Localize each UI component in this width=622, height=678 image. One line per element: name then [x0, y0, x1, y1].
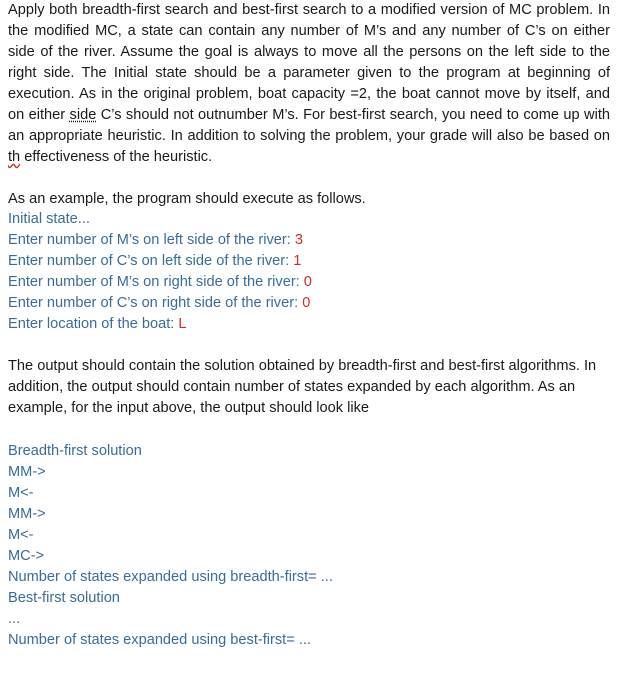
prompt-value: 0: [302, 295, 311, 311]
prompt-left-m: Enter number of M’s on left side of the river: 3: [8, 232, 303, 248]
output-line: ...: [8, 611, 21, 627]
prompt-left-c: Enter number of C’s on left side of the river: 1: [8, 253, 302, 269]
paragraph-text-3: effectiveness of the heuristic.: [20, 149, 213, 165]
assignment-paragraph: [8, 0, 610, 168]
output-line: Number of states expanded using breadth-first= ...: [8, 569, 333, 585]
prompt-value: 1: [293, 253, 302, 269]
output-line: Best-first solution: [8, 590, 120, 606]
initial-state-line: Initial state...: [8, 211, 90, 227]
output-line: M<-: [8, 485, 34, 501]
output-line: Number of states expanded using best-first= ...: [8, 632, 311, 648]
output-line: M<-: [8, 527, 34, 543]
output-description-paragraph: The output should contain the solution obtained by breadth-first and best-first algorithms. In addition, the output should contain number of states expanded by each algorithm. As an example, for the input above, the output should look like: [8, 358, 597, 416]
output-line: Breadth-first solution: [8, 443, 142, 459]
output-line: MC->: [8, 548, 45, 564]
paragraph-text-2: C’s should not outnumber M’s. For best-first search, you need to come up with an appropriate heuristic. In addition to solving the problem, your grade will also be based on: [8, 107, 610, 144]
underlined-word: side: [69, 107, 97, 123]
prompt-right-c: Enter number of C’s on right side of the river: 0: [8, 295, 311, 311]
example-intro: As an example, the program should execute as follows.: [8, 191, 366, 207]
output-line: MM->: [8, 464, 46, 480]
prompt-value: L: [178, 316, 187, 332]
prompt-right-m: Enter number of M’s on right side of the river: 0: [8, 274, 312, 290]
prompt-value: 3: [294, 232, 303, 248]
output-line: MM->: [8, 506, 46, 522]
misspelled-word[interactable]: th: [8, 149, 21, 165]
prompt-boat-location: Enter location of the boat: L: [8, 316, 187, 332]
prompt-value: 0: [303, 274, 312, 290]
paragraph-text-1: Apply both breadth-first search and best-first search to a modified version of MC problem. In the modified MC, a state can contain any number of M’s and any number of C’s on either side of the river. Assume the goal is always to move all the persons on the left side to the right side. The Initial state should be a parameter given to the program at beginning of execution. As in the original problem, boat capacity =2, the boat cannot move by itself, and on either: [8, 2, 610, 123]
